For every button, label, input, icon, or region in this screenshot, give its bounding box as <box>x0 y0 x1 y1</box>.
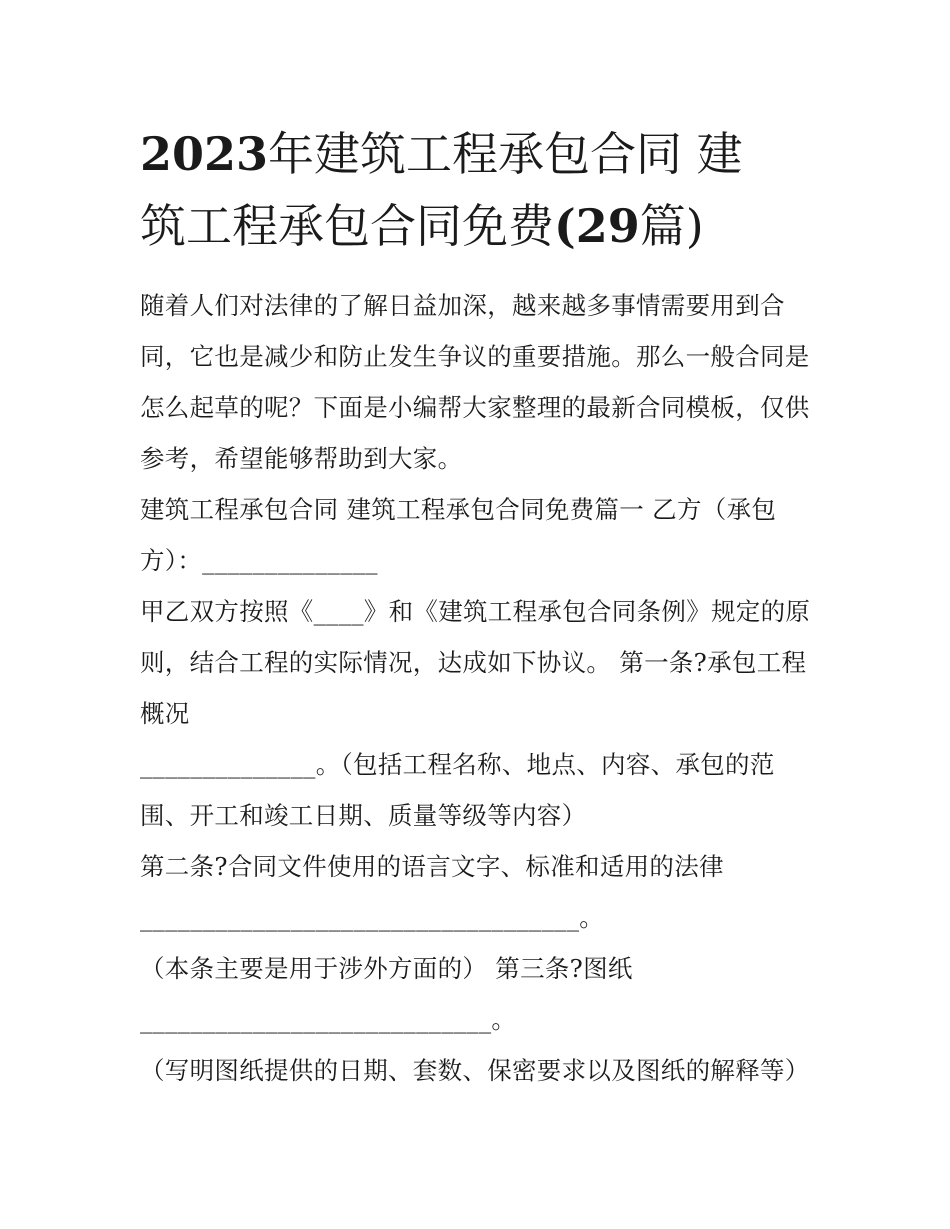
text-line: （写明图纸提供的日期、套数、保密要求以及图纸的解释等） <box>140 1056 810 1085</box>
text-line: ___________________________________。 <box>140 903 605 932</box>
text-line: （本条主要是用于涉外方面的） 第三条?图纸 <box>140 954 633 983</box>
title-line-2-suffix: 篇) <box>639 199 704 253</box>
title-line-2 <box>140 190 820 262</box>
text-line: 建筑工程承包合同 建筑工程承包合同免费篇一 乙方（承包 <box>140 495 777 524</box>
paragraph-party-b <box>140 484 820 586</box>
paragraph-article-2 <box>140 841 820 943</box>
paragraph-agreement <box>140 586 820 739</box>
document-title <box>140 0 820 262</box>
text-line: 围、开工和竣工日期、质量等级等内容） <box>140 801 587 830</box>
text-line: ____________________________。 <box>140 1005 517 1034</box>
text-line: 第二条?合同文件使用的语言文字、标准和适用的法律 <box>140 852 724 881</box>
paragraph-drawings-note <box>140 1045 820 1096</box>
paragraph-intro <box>140 280 820 484</box>
title-paren-open: ( <box>554 199 576 253</box>
paragraph-article-3 <box>140 943 820 1045</box>
text-line: 则，结合工程的实际情况，达成如下协议。 第一条?承包工程 <box>140 648 807 677</box>
text-line: 参考，希望能够帮助到大家。 <box>140 444 463 473</box>
text-line: 甲乙双方按照《____》和《建筑工程承包合同条例》规定的原 <box>140 597 811 626</box>
document-page <box>140 0 820 1096</box>
title-line-1 <box>140 118 820 190</box>
title-line-1-text: 年建筑工程承包合同 建 <box>268 127 743 181</box>
text-line: 概况 <box>140 699 190 728</box>
title-count: 29 <box>575 199 640 253</box>
text-line: 方）：______________ <box>140 546 378 575</box>
text-line: ______________。（包括工程名称、地点、内容、承包的范 <box>140 750 775 779</box>
title-line-2-text: 筑工程承包合同免费 <box>140 199 554 253</box>
title-year: 2023 <box>140 127 269 181</box>
document-body <box>140 280 820 1096</box>
text-line: 随着人们对法律的了解日益加深，越来越多事情需要用到合 <box>140 291 785 320</box>
paragraph-project-overview <box>140 739 820 841</box>
text-line: 同，它也是减少和防止发生争议的重要措施。那么一般合同是 <box>140 342 810 371</box>
text-line: 怎么起草的呢？下面是小编帮大家整理的最新合同模板，仅供 <box>140 393 810 422</box>
